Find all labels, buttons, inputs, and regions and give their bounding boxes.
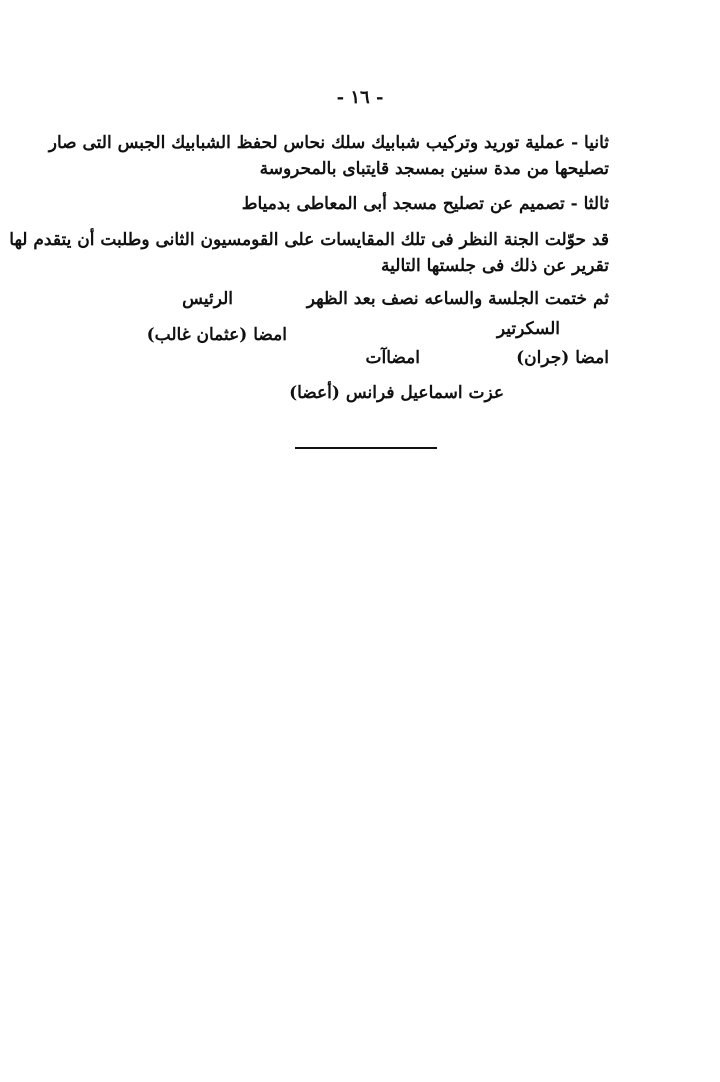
closing-line: ثم ختمت الجلسة والساعه نصف بعد الظهر	[306, 289, 609, 309]
president-title: الرئيس	[182, 289, 233, 309]
secretary-title: السكرتير	[496, 319, 560, 339]
page-number: - ١٦ -	[336, 87, 384, 108]
horizontal-rule	[295, 447, 437, 449]
item-second-line-1: ثانيا - عملية توريد وتركيب شبابيك سلك نحاس لحفظ الشبابيك الجبس التى صار	[48, 133, 609, 153]
secretary-signature: امضا (جران)	[516, 348, 609, 368]
president-signature: امضا (عثمان غالب)	[146, 325, 287, 345]
decision-line-2: تقرير عن ذلك فى جلستها التالية	[381, 256, 609, 276]
members-signatures: عزت اسماعيل فرانس (أعضا)	[289, 383, 504, 403]
item-second-line-2: تصليحها من مدة سنين بمسجد قايتباى بالمحروسة	[259, 159, 609, 179]
members-title: امضاآت	[365, 348, 420, 368]
item-third-line-1: ثالثا - تصميم عن تصليح مسجد أبى المعاطى بدمياط	[241, 194, 609, 214]
decision-line-1: قد حوّلت الجنة النظر فى تلك المقايسات على القومسيون الثانى وطلبت أن يتقدم لها	[9, 230, 609, 250]
